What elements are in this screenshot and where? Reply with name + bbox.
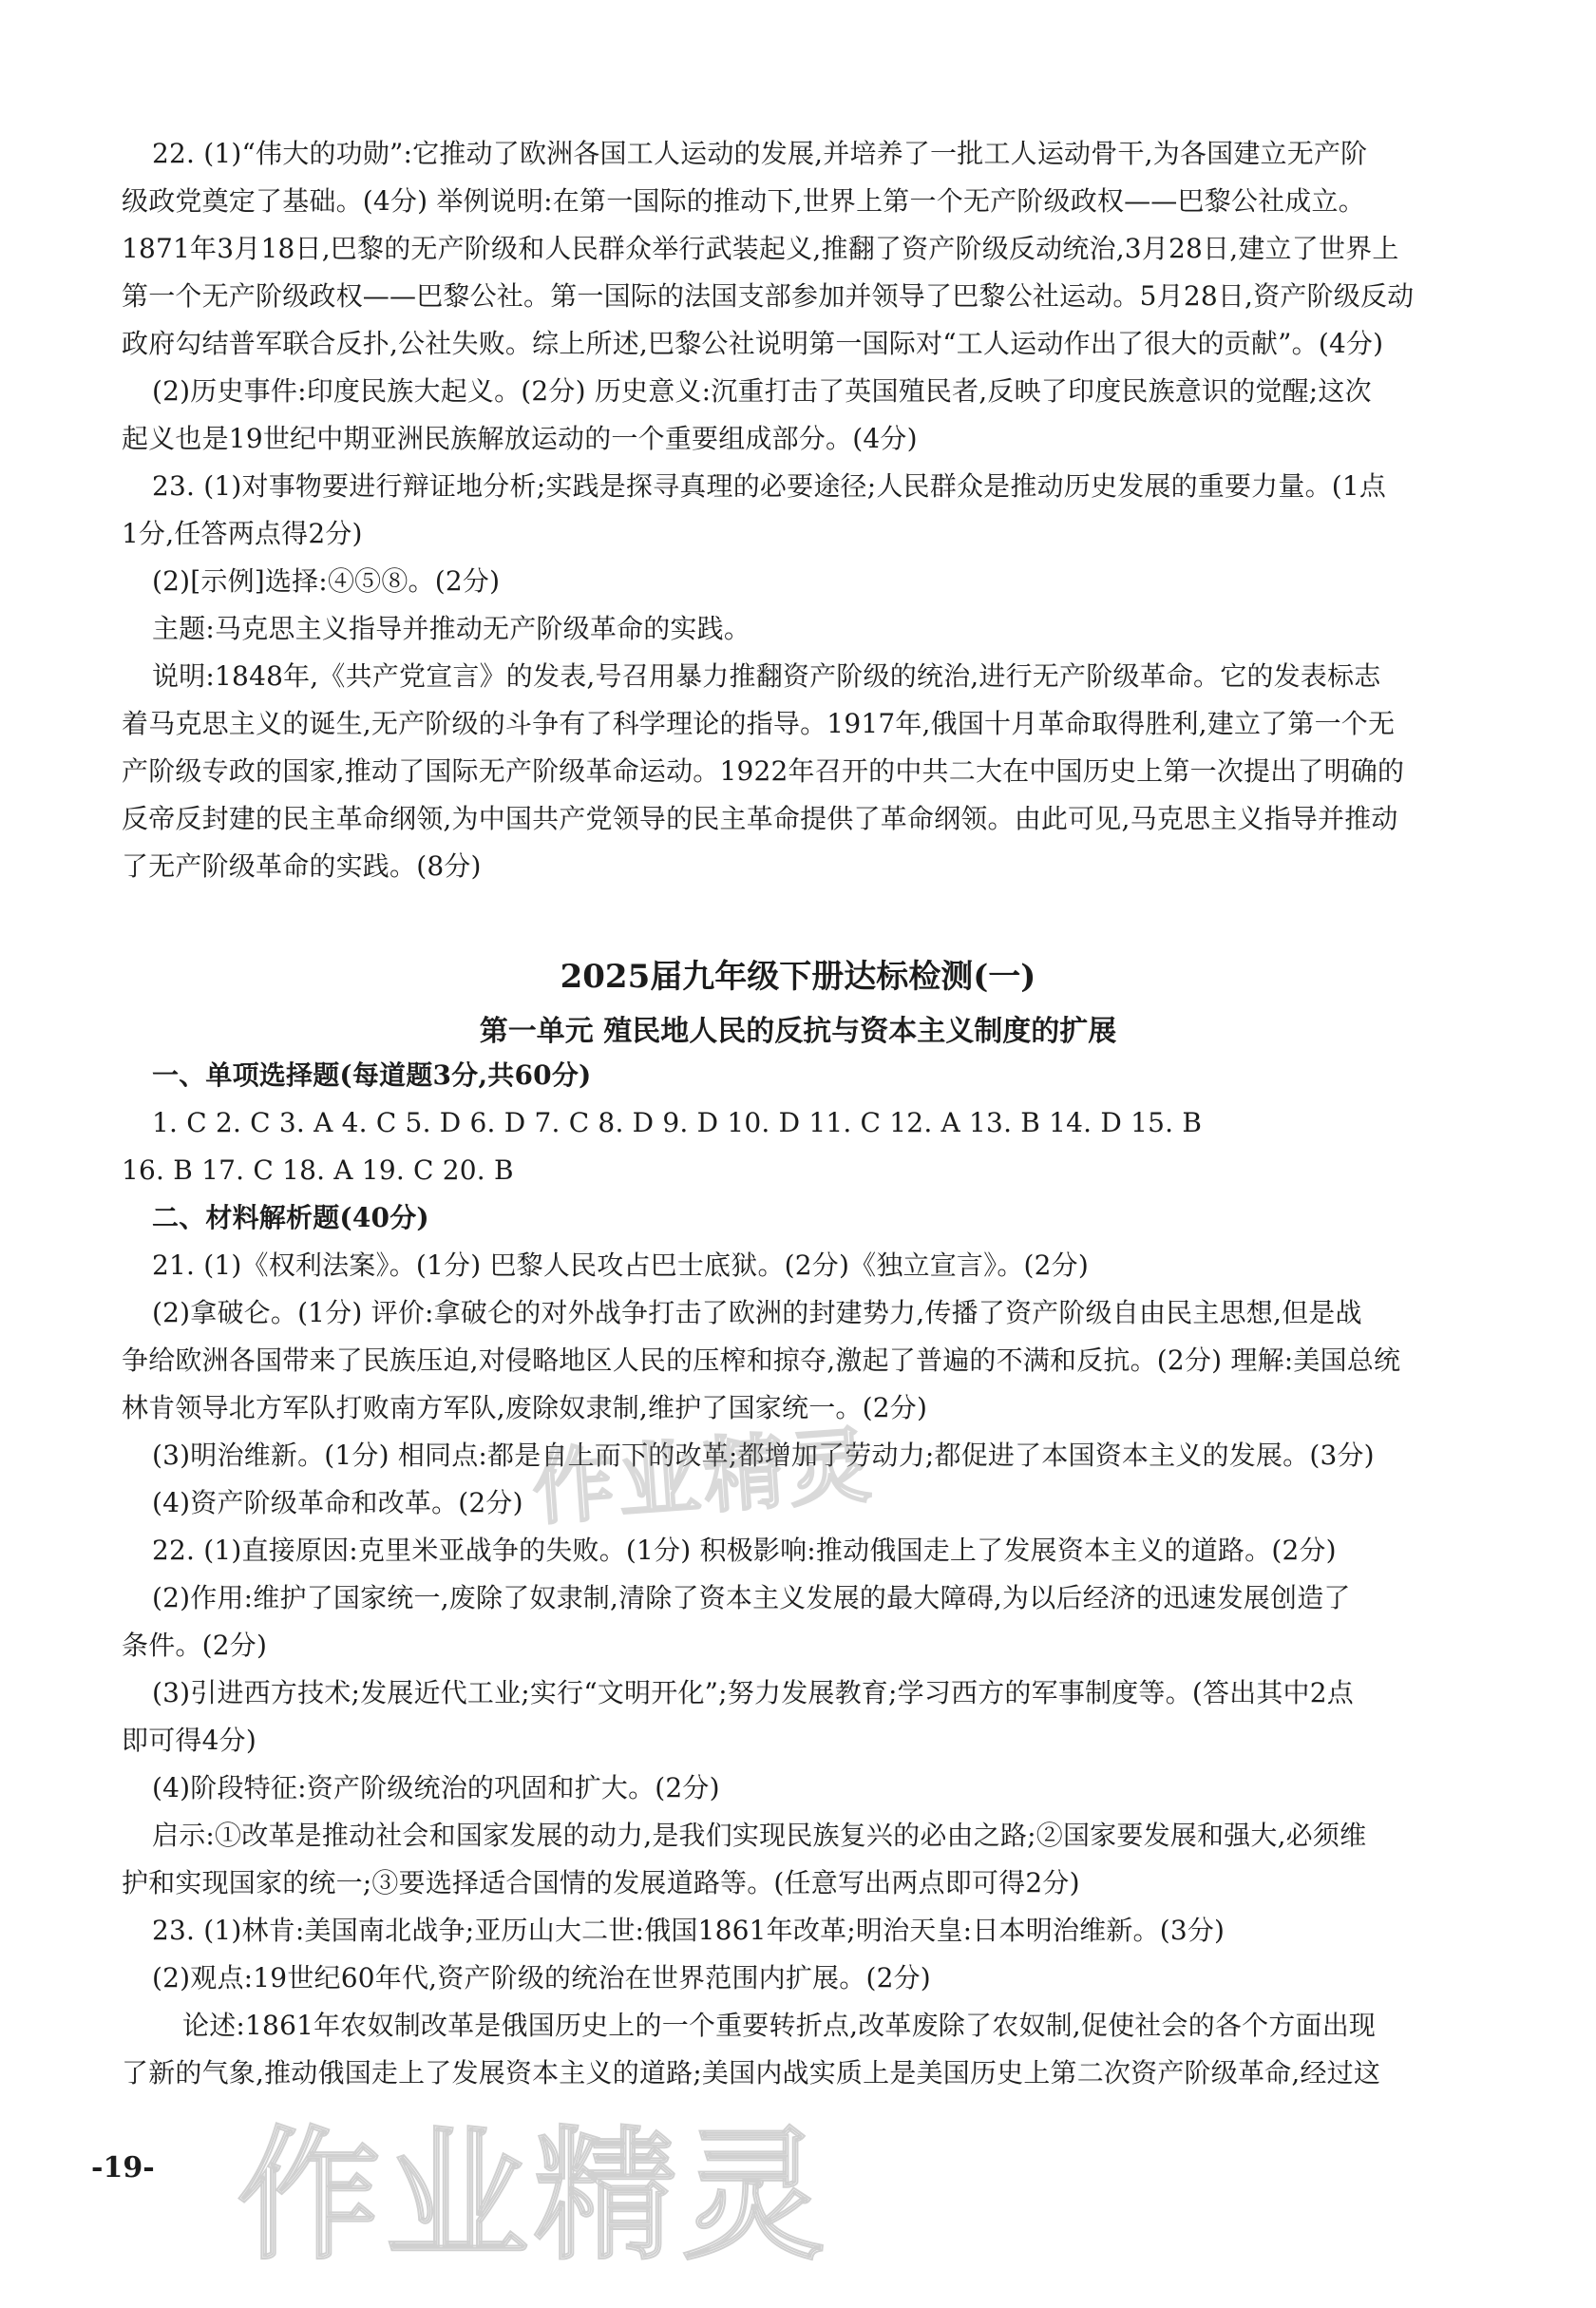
text-line: (2)历史事件:印度民族大起义。(2分) 历史意义:沉重打击了英国殖民者,反映了印度民族意识的觉醒;这次 xyxy=(152,375,1372,407)
watermark-overlay: 作业精灵 xyxy=(529,1418,878,1537)
text-line: 论述:1861年农奴制改革是俄国历史上的一个重要转折点,改革废除了农奴制,促使社会的各个方面出现 xyxy=(182,2010,1377,2041)
text-line: 起义也是19世纪中期亚洲民族解放运动的一个重要组成部分。(4分) xyxy=(122,423,918,454)
section-title: 2025届九年级下册达标检测(一) xyxy=(560,958,1036,996)
text-line: 产阶级专政的国家,推动了国际无产阶级革命运动。1922年召开的中共二大在中国历史上第一次提出了明确的 xyxy=(122,755,1405,787)
text-line: 政府勾结普军联合反扑,公社失败。综上所述,巴黎公社说明第一国际对“工人运动作出了很大的贡献”。(4分) xyxy=(122,328,1384,359)
text-line: (2)作用:维护了国家统一,废除了奴隶制,清除了资本主义发展的最大障碍,为以后经济的迅速发展创造了 xyxy=(152,1582,1351,1613)
answer-key-line: 16. B 17. C 18. A 19. C 20. B xyxy=(122,1154,514,1186)
text-line: (3)明治维新。(1分) 相同点:都是自上而下的改革;都增加了劳动力;都促进了本国资本主义的发展。(3分) xyxy=(152,1440,1375,1471)
text-line: 23. (1)林肯:美国南北战争;亚历山大二世:俄国1861年改革;明治天皇:日本明治维新。(3分) xyxy=(152,1915,1226,1946)
text-line: (4)阶段特征:资产阶级统治的巩固和扩大。(2分) xyxy=(152,1772,720,1803)
text-line: 第一个无产阶级政权——巴黎公社。第一国际的法国支部参加并领导了巴黎公社运动。5月28日,资产阶级反动 xyxy=(122,280,1415,312)
text-line: 护和实现国家的统一;③要选择适合国情的发展道路等。(任意写出两点即可得2分) xyxy=(122,1867,1080,1898)
text-line: 主题:马克思主义指导并推动无产阶级革命的实践。 xyxy=(152,613,751,644)
section-heading: 一、单项选择题(每道题3分,共60分) xyxy=(152,1059,592,1091)
text-line: (2)拿破仑。(1分) 评价:拿破仑的对外战争打击了欧洲的封建势力,传播了资产阶级自由民主思想,但是战 xyxy=(152,1297,1362,1328)
watermark-logo: 作业精灵 xyxy=(238,2114,831,2279)
text-line: 1871年3月18日,巴黎的无产阶级和人民群众举行武装起义,推翻了资产阶级反动统治,3月28日,建立了世界上 xyxy=(122,233,1399,264)
page-number: -19- xyxy=(91,2151,155,2184)
text-line: (3)引进西方技术;发展近代工业;实行“文明开化”;努力发展教育;学习西方的军事制度等。(答出其中2点 xyxy=(152,1677,1354,1708)
text-line: 21. (1)《权利法案》。(1分) 巴黎人民攻占巴士底狱。(2分)《独立宣言》。(2分) xyxy=(152,1249,1089,1281)
text-line: (4)资产阶级革命和改革。(2分) xyxy=(152,1487,523,1518)
text-line: 即可得4分) xyxy=(122,1725,256,1756)
text-line: 林肯领导北方军队打败南方军队,废除奴隶制,维护了国家统一。(2分) xyxy=(122,1392,928,1423)
text-line: 了新的气象,推动俄国走上了发展资本主义的道路;美国内战实质上是美国历史上第二次资产阶级革命,经过这 xyxy=(122,2057,1381,2089)
answer-key-line: 1. C 2. C 3. A 4. C 5. D 6. D 7. C 8. D 9. D 10. D 11. C 12. A 13. B 14. D 15. B xyxy=(152,1107,1203,1138)
text-line: 反帝反封建的民主革命纲领,为中国共产党领导的民主革命提供了革命纲领。由此可见,马克思主义指导并推动 xyxy=(122,803,1398,834)
section-subtitle: 第一单元 殖民地人民的反抗与资本主义制度的扩展 xyxy=(479,1015,1117,1048)
text-line: 了无产阶级革命的实践。(8分) xyxy=(122,850,482,882)
text-line: 启示:①改革是推动社会和国家发展的动力,是我们实现民族复兴的必由之路;②国家要发展和强大,必须维 xyxy=(152,1820,1367,1851)
text-line: 1分,任答两点得2分) xyxy=(122,518,363,549)
text-line: 23. (1)对事物要进行辩证地分析;实践是探寻真理的必要途径;人民群众是推动历史发展的重要力量。(1点 xyxy=(152,470,1387,502)
text-line: 22. (1)直接原因:克里米亚战争的失败。(1分) 积极影响:推动俄国走上了发展资本主义的道路。(2分) xyxy=(152,1535,1337,1566)
text-line: 着马克思主义的诞生,无产阶级的斗争有了科学理论的指导。1917年,俄国十月革命取得胜利,建立了第一个无 xyxy=(122,708,1396,739)
text-line: (2)[示例]选择:④⑤⑧。(2分) xyxy=(152,565,501,597)
text-line: 争给欧洲各国带来了民族压迫,对侵略地区人民的压榨和掠夺,激起了普遍的不满和反抗。(2分) 理解:美国总统 xyxy=(122,1345,1401,1376)
text-line: (2)观点:19世纪60年代,资产阶级的统治在世界范围内扩展。(2分) xyxy=(152,1962,931,1993)
section-heading: 二、材料解析题(40分) xyxy=(152,1202,429,1233)
text-line: 条件。(2分) xyxy=(122,1630,268,1661)
text-line: 级政党奠定了基础。(4分) 举例说明:在第一国际的推动下,世界上第一个无产阶级政权——巴黎公社成立。 xyxy=(122,185,1365,217)
text-line: 说明:1848年,《共产党宣言》的发表,号召用暴力推翻资产阶级的统治,进行无产阶级革命。它的发表标志 xyxy=(152,660,1381,692)
text-line: 22. (1)“伟大的功勋”:它推动了欧洲各国工人运动的发展,并培养了一批工人运动骨干,为各国建立无产阶 xyxy=(152,138,1368,169)
